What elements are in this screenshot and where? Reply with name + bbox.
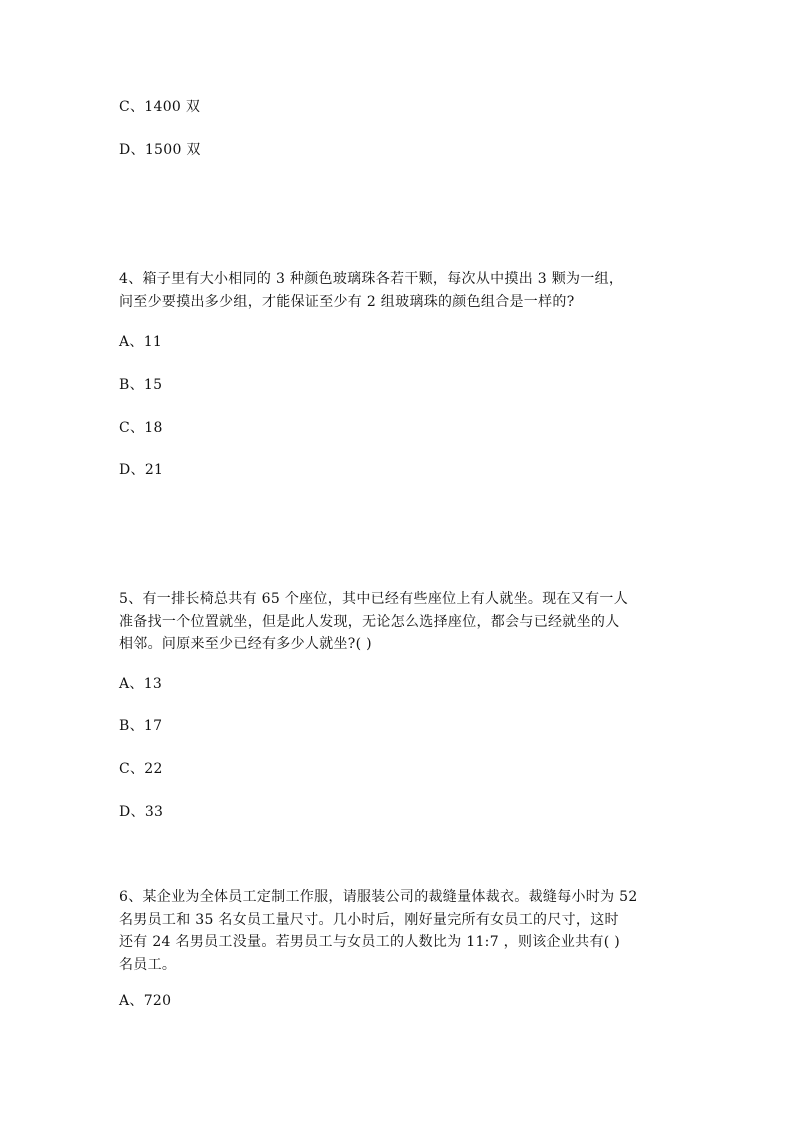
question-4-option-a: A、11 (119, 334, 163, 350)
question-6-line-3: 还有 24 名男员工没量。若男员工与女员工的人数比为 11:7 ，则该企业共有( ) (119, 934, 621, 950)
question-4-option-c: C、18 (119, 420, 163, 436)
question-5-option-b: B、17 (119, 718, 163, 734)
question-4-option-b: B、15 (119, 377, 163, 393)
option-c: C、1400 双 (119, 99, 201, 115)
question-6-line-4: 名员工。 (119, 956, 177, 973)
question-4-line-2: 问至少要摸出多少组，才能保证至少有 2 组玻璃珠的颜色组合是一样的? (119, 293, 575, 310)
question-6-stem (119, 886, 689, 976)
question-5-line-2: 准备找一个位置就坐，但是此人发现，无论怎么选择座位，都会与已经就坐的人 (119, 613, 620, 630)
question-5-line-3: 相邻。问原来至少已经有多少人就坐?( ) (119, 636, 372, 652)
question-4-option-d: D、21 (119, 462, 164, 478)
question-5-option-a: A、13 (119, 676, 163, 692)
question-6-option-a: A、720 (119, 993, 172, 1009)
question-5-option-d: D、33 (119, 804, 164, 820)
question-5-stem (119, 588, 689, 656)
question-5-line-1: 5、有一排长椅总共有 65 个座位，其中已经有些座位上有人就坐。现在又有一人 (119, 591, 629, 607)
question-6-line-1: 6、某企业为全体员工定制工作服，请服装公司的裁缝量体裁衣。裁缝每小时为 52 (119, 889, 638, 905)
option-d: D、1500 双 (119, 142, 201, 158)
question-5-option-c: C、22 (119, 761, 163, 777)
question-6-line-2: 名男员工和 35 名女员工量尺寸。几小时后，刚好量完所有女员工的尺寸，这时 (119, 911, 619, 928)
question-4-line-1: 4、箱子里有大小相同的 3 种颜色玻璃珠各若干颗，每次从中摸出 3 颗为一组， (119, 271, 624, 287)
question-4-stem (119, 268, 689, 313)
